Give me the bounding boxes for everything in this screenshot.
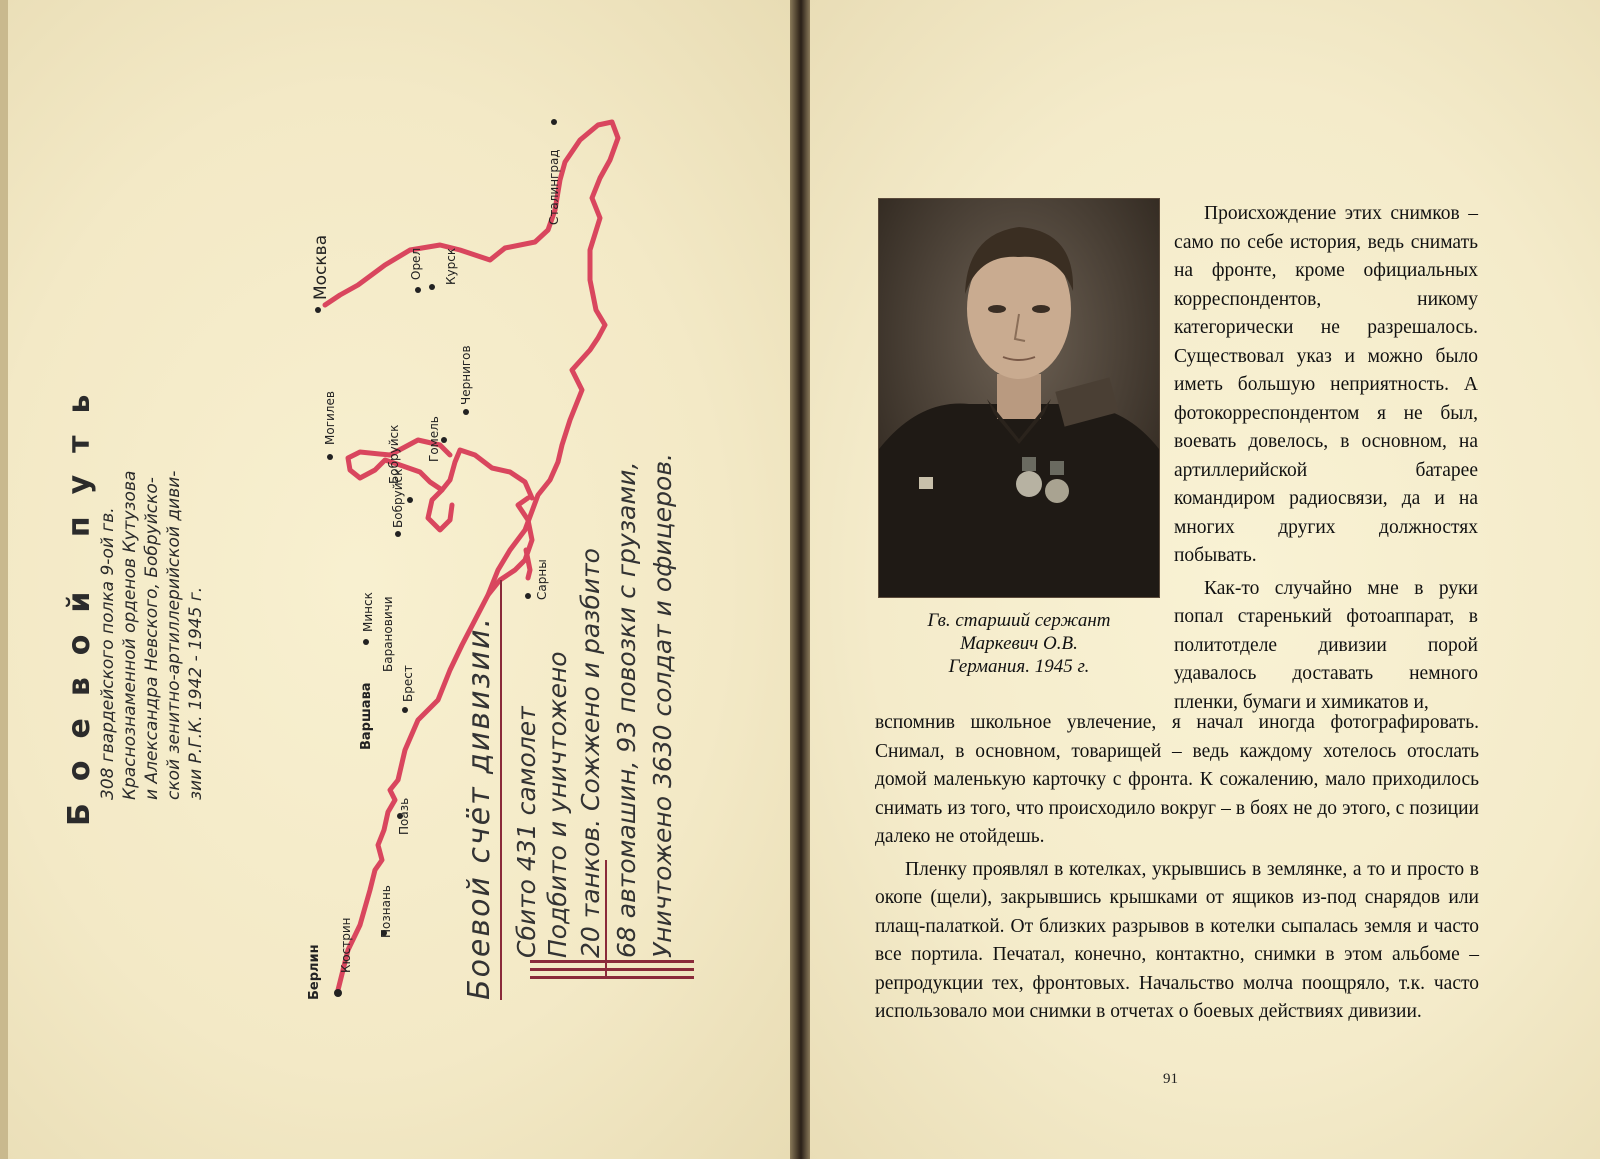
- record-divider: [605, 860, 607, 976]
- city-label-brest: Брест: [401, 665, 415, 702]
- paragraph: Происхождение этих снимков – само по себе история, ведь снимать на фронте, кроме официальных корреспондентов, никому категорически не разрешалось. Существовал указ и можно было иметь большую неприятность. А фотокорреспондентом я не был, воевать довелось, в основном, на артиллерийской батарее командиром радиосвязи, да и на многих других должностях побывать.: [1174, 203, 1478, 566]
- city-label-orel: Орел: [409, 247, 423, 280]
- caption-line: Германия. 1945 г.: [948, 656, 1090, 677]
- city-label-sarny: Сарны: [535, 559, 549, 600]
- city-label-poznan: Познань: [379, 885, 393, 938]
- paragraph: Как-то случайно мне в руки попал старенький фотоаппарат, в политотделе дивизии порой удавалось доставать немного пленки, бумаги и химикатов и,: [1174, 577, 1478, 713]
- city-label-mogilev: Могилев: [323, 391, 337, 445]
- page-title: Боевой путь: [62, 372, 97, 826]
- city-label-kustrin: Кюстрин: [339, 917, 353, 973]
- paragraph: Пленку проявлял в котелках, укрывшись в землянке, а то и просто в окопе (щели), закрывшись крышками от ящиков из-под снарядов или плащ-палаткой. От близких разрывов в котелки сыпалась земля и часто все портила. Печатал, конечно, контактно, снимки в этом альбоме – репродукции тех, фронтовых. Начальство молча поощряло, т.к. часто использовало мои снимки в отчетах о боевых действиях дивизии.: [875, 858, 1479, 1022]
- record-rule: [530, 960, 694, 963]
- city-label-minsk: Минск: [361, 592, 375, 632]
- city-label-gomel: Гомель: [427, 416, 441, 462]
- subtitle-line: и Александра Невского, Бобруйско-: [142, 477, 162, 800]
- record-rule: [530, 976, 694, 979]
- caption-line: Гв. старший сержант: [927, 610, 1111, 631]
- city-label-bobruisk-2: Бобруйск: [391, 468, 405, 528]
- city-label-stalingrad: Сталинград: [547, 149, 561, 225]
- route-map-svg: [300, 100, 620, 1020]
- city-label-chernigov: Чернигов: [459, 345, 473, 405]
- photo-caption: [878, 609, 1160, 678]
- subtitle-line: Краснознаменной орденов Кутузова: [120, 470, 140, 800]
- record-line: Сбито 431 самолет: [512, 706, 541, 958]
- city-label-poazn: Поазь: [397, 797, 411, 835]
- city-label-kursk: Курск: [444, 247, 458, 285]
- subtitle-line: 308 гвардейского полка 9-ой гв.: [98, 507, 118, 800]
- page-edge: [0, 0, 8, 1159]
- record-line: 20 танков. Сожжено и разбито: [576, 548, 605, 958]
- city-label-berlin: Берлин: [307, 944, 322, 1000]
- paragraph: вспомнив школьное увлечение, я начал иногда фотографировать. Снимал, в основном, товарищей – ведь каждому хотелось отослать домой маленькую карточку с фронта. К сожалению, мало приходилось снимать из того, что происходило вокруг – в боях не до этого, с позиции далеко не отойдешь.: [875, 712, 1479, 847]
- text-body: [875, 709, 1479, 1027]
- book-gutter: [790, 0, 810, 1159]
- city-label-moskva: Москва: [311, 234, 331, 300]
- subtitle-line: ской зенитно-артиллерийской диви-: [164, 470, 184, 800]
- subtitle-line: зии Р.Г.К. 1942 - 1945 г.: [186, 586, 206, 800]
- record-rule: [530, 968, 694, 971]
- text-column: [1174, 200, 1478, 717]
- record-line: 68 автомашин, 93 повозки с грузами,: [612, 461, 641, 958]
- record-title: Боевой счёт дивизии.: [462, 615, 497, 1000]
- record-line: Уничтожено 3630 солдат и офицеров.: [648, 452, 677, 958]
- page-number: 91: [1163, 1071, 1178, 1087]
- city-label-bobruisk-1: Бобруйск: [387, 424, 401, 484]
- city-label-baranovichi: Барановичи: [381, 596, 395, 672]
- city-label-varshava: Варшава: [359, 682, 374, 750]
- record-underline: [500, 580, 502, 1000]
- portrait-photo: [878, 198, 1160, 598]
- record-line: Подбито и уничтожено: [543, 651, 572, 958]
- route-map: [300, 100, 620, 1020]
- portrait-photo-image: [879, 199, 1159, 597]
- caption-line: Маркевич О.В.: [960, 633, 1078, 654]
